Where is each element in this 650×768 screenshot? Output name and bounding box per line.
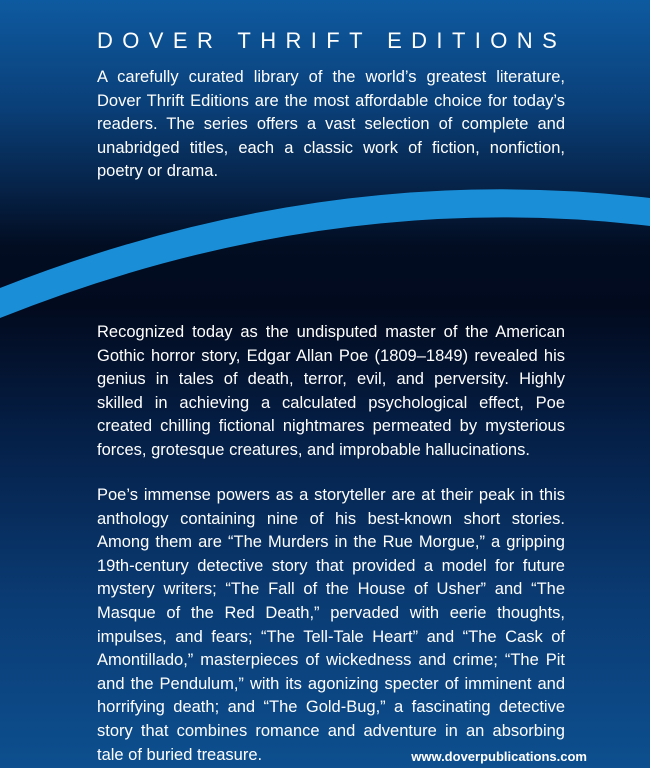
description-paragraph-2: Poe’s immense powers as a storyteller are at their peak in this anthology containing nine of his best-known short stories. Among them are “The Murders in the Rue Morgue,” a gripping 19th-century detective story that provided a model for future mystery writers; “The Fall of the House of Usher” and “The Masque of the Red Death,” pervaded with eerie thoughts, impulses, and fears; “The Tell-Tale Heart” and “The Cask of Amontillado,” masterpieces of wickedness and crime; “The Pit and the Pendulum,” with its agonizing specter of imminent and horrifying death; and “The Gold-Bug,” a fascinating detective story that combines romance and adventure in an absorbing tale of buried treasure. (97, 486, 565, 764)
series-title: DOVER THRIFT EDITIONS (97, 28, 567, 53)
publisher-url: www.doverpublications.com (411, 749, 587, 764)
series-intro-text: A carefully curated library of the world’s greatest literature, Dover Thrift Editions are the most affordable choice for today’s readers. The series offers a vast selection of complete and unabridged titles, each a classic work of fiction, nonfiction, poetry or drama. (97, 68, 565, 181)
description-paragraph-1: Recognized today as the undisputed master of the American Gothic horror story, Edgar Allan Poe (1809–1849) revealed his genius in tales of death, terror, evil, and perversity. Highly skilled in achieving a calculated psychological effect, Poe created chilling fictional nightmares permeated by mysterious forces, grotesque creatures, and improbable hallucinations. (97, 323, 565, 459)
